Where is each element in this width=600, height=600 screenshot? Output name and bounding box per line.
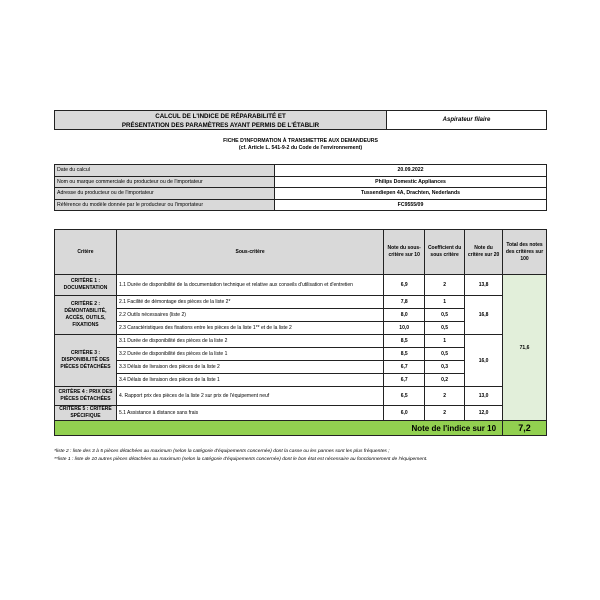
sub-note: 7,8 xyxy=(384,296,425,309)
criterion-note: 16,8 xyxy=(465,296,503,335)
header-coef: Coefficient du sous critère xyxy=(425,230,465,275)
fiche-heading xyxy=(54,138,547,152)
table-row xyxy=(55,406,547,421)
header-row xyxy=(55,230,547,275)
info-value: 20.09.2022 xyxy=(275,165,547,177)
footnote-1: *liste 2 : liste des 3 à 5 pièces détachées au maximum (selon la catégorie d'équipements concernée) dont la casse ou les pannes sont les plus fréquentes ; xyxy=(54,449,390,454)
sub-criterion: 2.1 Facilité de démontage des pièces de la liste 2* xyxy=(116,296,383,309)
criterion-note: 13,0 xyxy=(465,387,503,406)
criterion-note: 12,0 xyxy=(465,406,503,421)
header-total: Total des notes des critères sur 100 xyxy=(503,230,547,275)
sub-criterion: 2.3 Caractéristiques des fixations entre les pièces de la liste 1** et de la liste 2 xyxy=(116,322,383,335)
sub-note: 6,5 xyxy=(384,387,425,406)
info-value: Philips Domestic Appliances xyxy=(275,176,547,188)
footnote-2: **liste 1 : liste de 10 autres pièces détachées au maximum (selon la catégorie d'équipements concernée) dont le bon état est nécessaire au fonctionnement de l'équipement. xyxy=(54,456,428,462)
sub-note: 6,7 xyxy=(384,374,425,387)
sub-coef: 1 xyxy=(425,296,465,309)
fiche-line-2: (cf. Article L. 541-9-2 du Code de l'environnement) xyxy=(238,145,363,151)
sub-coef: 0,5 xyxy=(425,348,465,361)
sub-criterion: 2.2 Outils nécessaires (liste 2) xyxy=(116,309,383,322)
sub-criterion: 3.2 Durée de disponibilité des pièces de la liste 1 xyxy=(116,348,383,361)
info-row-address xyxy=(55,188,547,200)
sub-note: 6,7 xyxy=(384,361,425,374)
criterion-5: CRITÈRE 5 : CRITÈRE SPÉCIFIQUE xyxy=(55,406,117,421)
sub-coef: 2 xyxy=(425,275,465,296)
sub-coef: 1 xyxy=(425,335,465,348)
fiche-line-1: FICHE D'INFORMATION À TRANSMETTRE AUX DEMANDEURS xyxy=(223,138,378,144)
sub-criterion: 3.4 Délais de livraison des pièces de la liste 1 xyxy=(116,374,383,387)
header-sous-critere: Sous-critère xyxy=(116,230,383,275)
sub-coef: 2 xyxy=(425,387,465,406)
final-score-value: 7,2 xyxy=(503,421,547,436)
criterion-3: CRITÈRE 3 : DISPONIBILITÉ DES PIÈCES DÉTACHÉES xyxy=(55,335,117,387)
table-row xyxy=(55,275,547,296)
sub-note: 8,0 xyxy=(384,309,425,322)
info-label: Date du calcul xyxy=(55,165,275,177)
sub-coef: 0,5 xyxy=(425,322,465,335)
sub-note: 10,0 xyxy=(384,322,425,335)
sub-criterion: 1.1 Durée de disponibilité de la documentation technique et relative aux conseils d'utilisation et d'entretien xyxy=(116,275,383,296)
info-label: Adresse du producteur ou de l'importateur xyxy=(55,188,275,200)
sub-coef: 0,3 xyxy=(425,361,465,374)
sub-note: 6,0 xyxy=(384,406,425,421)
sub-criterion: 5.1 Assistance à distance sans frais xyxy=(116,406,383,421)
header-note-sous: Note du sous-critère sur 10 xyxy=(384,230,425,275)
sub-coef: 0,2 xyxy=(425,374,465,387)
total-score: 71,6 xyxy=(503,275,547,421)
criterion-1: CRITÈRE 1 : DOCUMENTATION xyxy=(55,275,117,296)
criterion-note: 16,0 xyxy=(465,335,503,387)
criterion-4: CRITÈRE 4 : PRIX DES PIÈCES DÉTACHÉES xyxy=(55,387,117,406)
sub-criterion: 3.3 Délais de livraison des pièces de la liste 2 xyxy=(116,361,383,374)
title-line-2: PRÉSENTATION DES PARAMÈTRES AYANT PERMIS DE L'ÉTABLIR xyxy=(121,122,320,129)
header-critere: Critère xyxy=(55,230,117,275)
final-score-row xyxy=(55,421,547,436)
product-type: Aspirateur filaire xyxy=(386,110,547,130)
info-label: Référence du modèle donnée par le producteur ou l'importateur xyxy=(55,199,275,211)
sub-coef: 0,5 xyxy=(425,309,465,322)
info-value: FC9555/09 xyxy=(275,199,547,211)
sub-note: 8,5 xyxy=(384,335,425,348)
info-row-reference xyxy=(55,199,547,211)
sub-criterion: 3.1 Durée de disponibilité des pièces de la liste 2 xyxy=(116,335,383,348)
criterion-2: CRITÈRE 2 : DÉMONTABILITÉ, ACCÈS, OUTILS, FIXATIONS xyxy=(55,296,117,335)
info-table xyxy=(54,164,547,211)
criterion-note: 13,8 xyxy=(465,275,503,296)
final-score-label: Note de l'indice sur 10 xyxy=(55,421,503,436)
sub-coef: 2 xyxy=(425,406,465,421)
table-row xyxy=(55,335,547,348)
sub-note: 8,5 xyxy=(384,348,425,361)
title-line-1: CALCUL DE L'INDICE DE RÉPARABILITÉ ET xyxy=(155,113,286,120)
sub-note: 6,9 xyxy=(384,275,425,296)
info-label: Nom ou marque commerciale du producteur ou de l'importateur xyxy=(55,176,275,188)
score-table xyxy=(54,229,547,436)
table-row xyxy=(55,296,547,309)
page-title xyxy=(54,110,387,130)
info-value: Tussendiepen 4A, Drachten, Nederlands xyxy=(275,188,547,200)
sub-criterion: 4. Rapport prix des pièces de la liste 2 sur prix de l'équipement neuf xyxy=(116,387,383,406)
table-row xyxy=(55,387,547,406)
footnotes xyxy=(54,448,547,463)
info-row-producer xyxy=(55,176,547,188)
header-note-critere: Note du critère sur 20 xyxy=(465,230,503,275)
info-row-date xyxy=(55,165,547,177)
